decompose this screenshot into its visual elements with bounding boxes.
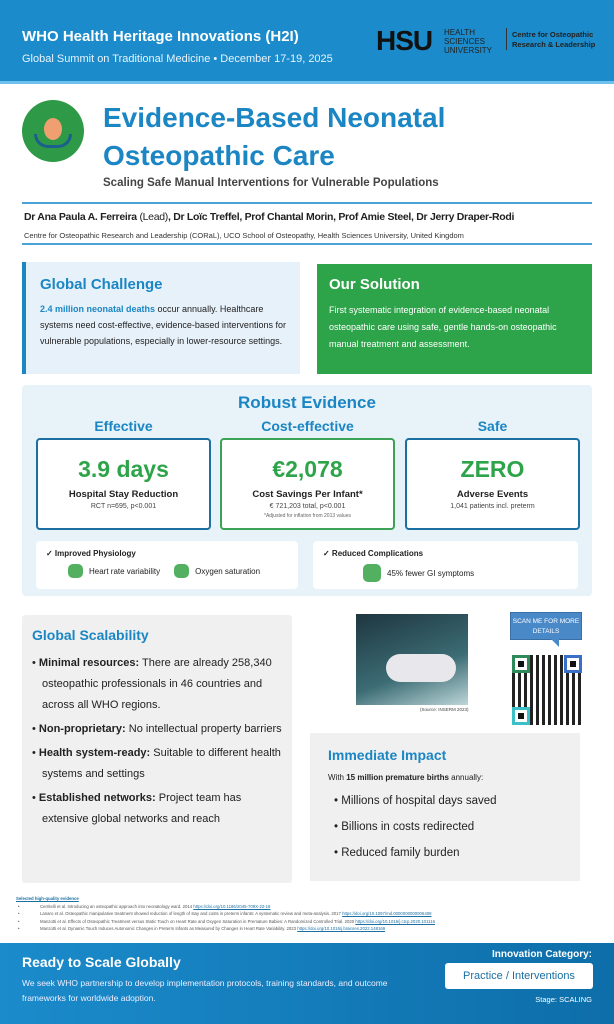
- divider: [22, 202, 592, 204]
- box-title: ✓ Improved Physiology: [46, 549, 136, 558]
- item-text: No intellectual property barriers: [125, 723, 282, 735]
- conference-subtitle: Global Summit on Traditional Medicine • December 17-19, 2025: [22, 53, 333, 65]
- complications-box: [313, 541, 578, 589]
- poster-title-line2: Osteopathic Care: [103, 140, 335, 171]
- qr-code[interactable]: [512, 655, 582, 725]
- list-item: • Billions in costs redirected: [334, 821, 475, 833]
- list-item: • Minimal resources: There are already 258,340 osteopathic professionals in 46 countries and across all WHO regions.: [32, 657, 272, 711]
- ref-text: Lanaro et al. Osteopathic manipulative treatment showed reduction of length of stay and costs in preterm infants: A systematic review and meta-analysis. 2017: [40, 911, 343, 916]
- stat-detail: RCT n=695, p<0.001: [90, 503, 157, 510]
- stat-card-safe: [405, 438, 580, 530]
- stat-label: Hospital Stay Reduction: [68, 489, 179, 500]
- stat-label: Adverse Events: [456, 489, 529, 500]
- item: 45% fewer GI symptoms: [387, 568, 475, 578]
- item-text: Millions of hospital days saved: [341, 795, 497, 807]
- item-text: Billions in costs redirected: [341, 821, 475, 833]
- category-badge: Practice / Interventions: [445, 963, 593, 989]
- neonate-photo: [356, 614, 468, 705]
- global-challenge-panel: [22, 262, 300, 374]
- box-title: ✓ Reduced Complications: [323, 549, 424, 558]
- coral-line: Research & Leadership: [512, 40, 596, 49]
- hsu-name-line: SCIENCES: [444, 37, 485, 46]
- stat-value: 3.9 days: [78, 456, 169, 482]
- impact-intro: [328, 773, 562, 782]
- reference-item: [16, 903, 606, 911]
- references: [16, 895, 606, 933]
- solution-text: First systematic integration of evidence-based neonatal osteopathic care using safe, gentle hands-on osteopathic manual treatment and assessment.: [329, 305, 557, 349]
- stat-card-cost: [220, 438, 395, 530]
- references-title: Selected high-quality evidence: [16, 896, 79, 901]
- hsu-logo: HSU: [376, 25, 433, 56]
- list-item: • Health system-ready: Suitable to different health systems and settings: [32, 747, 281, 780]
- stat-detail: € 721,203 total, p<0.001: [269, 503, 346, 510]
- stat-detail: 1,041 patients incl. preterm: [450, 503, 535, 510]
- stomach-icon: [363, 564, 381, 582]
- ref-text: Manzotti et al. Dynamic Touch Induces Autonomic Changes in Preterm Infants as Measured by Changes in Heart Rate Variability. 2023: [40, 926, 298, 931]
- footer-banner: [0, 943, 614, 1024]
- item-bold: Health system-ready:: [38, 747, 151, 759]
- highlight: 2.4 million neonatal deaths: [40, 304, 156, 314]
- item-bold: Minimal resources:: [38, 657, 140, 669]
- reference-item: [16, 910, 606, 918]
- robust-evidence-panel: [22, 385, 592, 596]
- section-title: Our Solution: [329, 276, 420, 293]
- heart-icon: [68, 564, 83, 578]
- hands-icon: [34, 134, 72, 148]
- lead-role: (Lead): [136, 211, 168, 223]
- item-text: There are already 258,340 osteopathic professionals in 46 countries and across all WHO regions.: [42, 657, 272, 711]
- section-title: Immediate Impact: [328, 747, 447, 763]
- category-label: Innovation Category:: [491, 949, 592, 960]
- stat-footnote: *Adjusted for inflation from 2013 values: [264, 513, 351, 519]
- coral-line: Centre for Osteopathic: [512, 30, 594, 39]
- column-heading: Cost-effective: [261, 418, 354, 434]
- stat-card-effective: [36, 438, 211, 530]
- ref-link[interactable]: https://doi.org/10.1097/md.0000000000006408: [342, 911, 432, 916]
- baby-figure: [386, 654, 456, 682]
- body: occur annually. Healthcare systems need cost-effective, evidence-based interventions for vulnerable populations, especially in lower-resource settings.: [40, 304, 286, 346]
- physiology-box: [36, 541, 298, 589]
- poster-title-line1: Evidence-Based Neonatal: [103, 102, 446, 133]
- reference-item: [16, 925, 606, 933]
- header-banner: [0, 0, 614, 84]
- section-title: Global Scalability: [32, 627, 149, 643]
- column-heading: Effective: [94, 418, 153, 434]
- hsu-name: [444, 28, 492, 55]
- list-item: • Established networks: Project team has extensive global networks and reach: [32, 792, 242, 825]
- conference-title: WHO Health Heritage Innovations (H2I): [22, 28, 299, 45]
- stat-label: Cost Savings Per Infant*: [252, 489, 363, 500]
- list-item: • Reduced family burden: [334, 847, 460, 859]
- poster-subtitle: Scaling Safe Manual Interventions for Vulnerable Populations: [103, 177, 439, 189]
- stat-value: €2,078: [272, 456, 343, 482]
- qr-finder: [512, 655, 530, 673]
- innovation-logo: [22, 100, 84, 162]
- footer-text: We seek WHO partnership to develop implementation protocols, training standards, and outcome frameworks for worldwide adoption.: [22, 978, 388, 1003]
- photo-source: (Source: INSERM 2023): [420, 707, 469, 712]
- coral-logo: [512, 30, 595, 50]
- reference-item: [16, 918, 606, 926]
- list-item: • Millions of hospital days saved: [334, 795, 497, 807]
- ref-text: Cerritelli et al. Introducing an osteopathic approach into neonatology ward. 2014: [40, 903, 194, 909]
- hsu-name-line: HEALTH: [444, 28, 475, 37]
- item-text: Project team has extensive global networks and reach: [42, 792, 242, 825]
- ref-link[interactable]: https://doi.org/10.1016/j.brainres.2022.148169: [297, 926, 386, 931]
- footer-title: Ready to Scale Globally: [22, 954, 181, 970]
- section-title: Robust Evidence: [238, 393, 376, 412]
- qr-finder: [564, 655, 582, 673]
- stat-value: ZERO: [460, 456, 525, 482]
- our-solution-panel: [317, 264, 592, 374]
- hsu-name-line: UNIVERSITY: [444, 46, 493, 55]
- list-item: • Non-proprietary: No intellectual property barriers: [32, 723, 282, 735]
- co-authors: , Dr Loïc Treffel, Prof Chantal Morin, Prof Amie Steel, Dr Jerry Draper-Rodi: [168, 211, 515, 223]
- lead-author: Dr Ana Paula A. Ferreira: [24, 211, 137, 223]
- qr-finder: [512, 707, 530, 725]
- divider: [506, 28, 507, 50]
- scan-me-callout: SCAN ME FOR MORE DETAILS: [510, 612, 582, 640]
- item-bold: Established networks:: [38, 792, 156, 804]
- item-text: Suitable to different health systems and settings: [42, 747, 281, 780]
- lungs-icon: [174, 564, 189, 578]
- authors: [24, 211, 594, 224]
- ref-link[interactable]: https://doi.org/10.1186/2045-709X-22-18: [193, 903, 271, 909]
- affiliation: Centre for Osteopathic Research and Leadership (CORaL), UCO School of Osteopathy, Health Sciences University, United Kingdom: [24, 231, 464, 240]
- immediate-impact-panel: [310, 733, 580, 881]
- item-text: Reduced family burden: [341, 847, 460, 859]
- ref-text: Manzotti et al. Effects of Osteopathic Treatment versus Static Touch on Heart Rate and Oxygen Saturation in Premature Babies: A Randomized Controlled Trial. 2020: [40, 918, 356, 924]
- intro-bold: 15 million premature births: [346, 773, 449, 782]
- ref-link[interactable]: https://doi.org/10.1016/j.ctcp.2020.101116: [355, 918, 435, 924]
- intro: With: [328, 773, 347, 782]
- stage-label: Stage: SCALING: [535, 995, 592, 1004]
- item: Oxygen saturation: [195, 566, 261, 576]
- section-title: Global Challenge: [40, 276, 163, 293]
- challenge-text: [40, 301, 286, 349]
- global-scalability-panel: [22, 615, 292, 883]
- intro: annually:: [448, 773, 484, 782]
- item: Heart rate variability: [89, 566, 161, 576]
- column-heading: Safe: [477, 418, 508, 434]
- item-bold: Non-proprietary:: [38, 723, 126, 735]
- divider: [22, 243, 592, 245]
